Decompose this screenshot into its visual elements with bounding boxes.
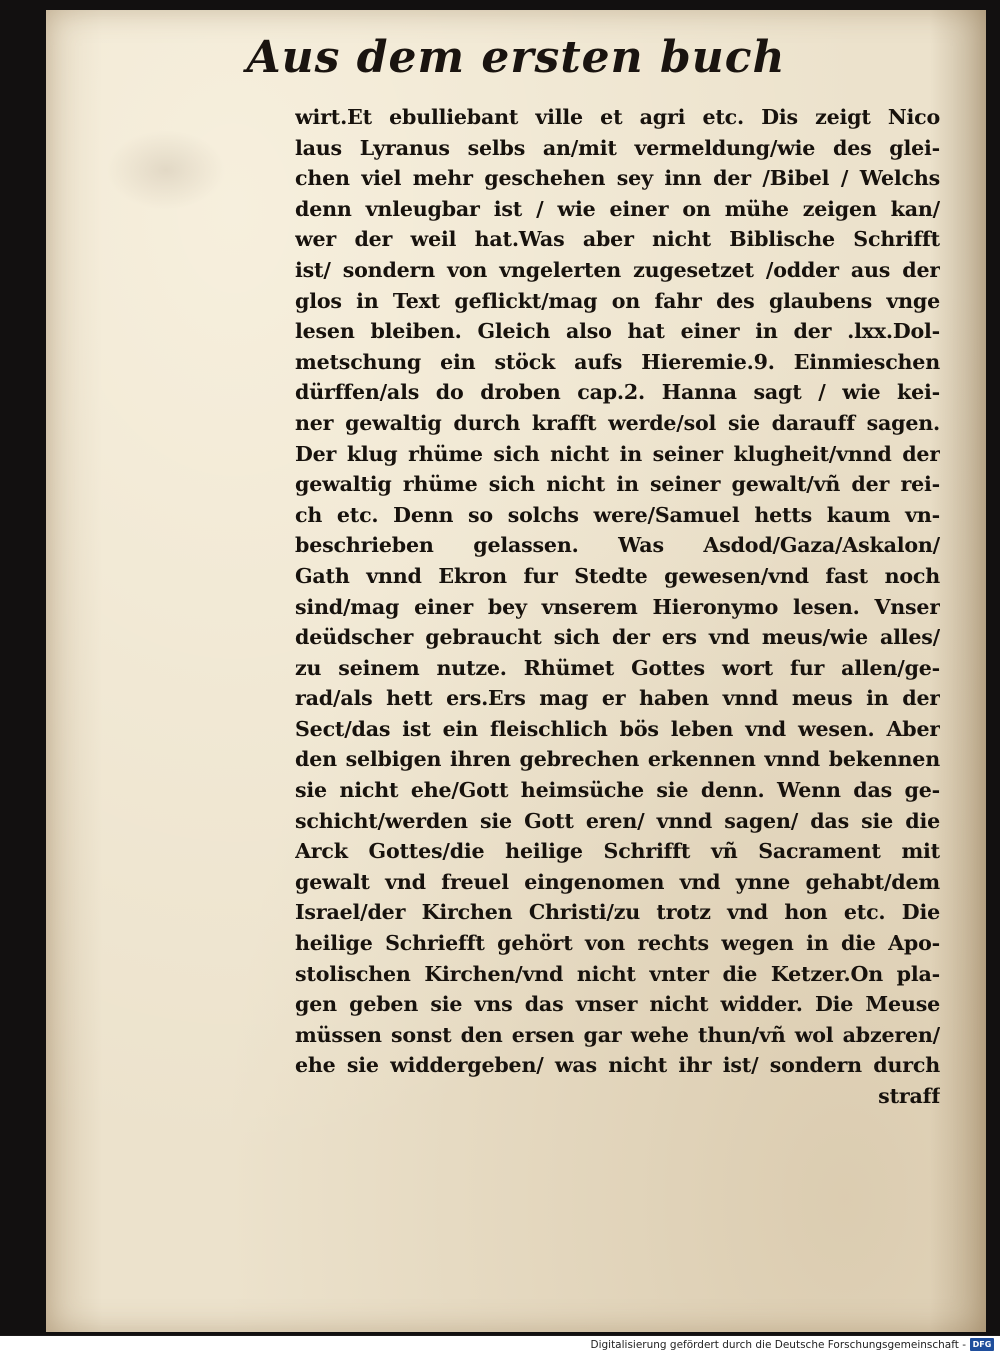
text-line: gewaltig rhüme sich nicht in seiner gewalt/vñ der rei- [295,472,940,497]
text-line: Der klug rhüme sich nicht in seiner klugheit/vnnd der [295,441,940,466]
text-line: denn vnleugbar ist / wie einer on mühe zeigen kan/ [295,196,940,221]
text-line: ch etc. Denn so solchs were/Samuel hetts kaum vn- [295,502,940,527]
text-line: Arck Gottes/die heilige Schrifft vñ Sacrament mit [295,839,940,864]
text-line: laus Lyranus selbs an/mit vermeldung/wie des glei- [295,135,940,160]
text-line: Israel/der Kirchen Christi/zu trotz vnd hon etc. Die [295,900,940,925]
text-line: chen viel mehr geschehen sey inn der /Bibel / Welchs [295,166,940,191]
text-line: schicht/werden sie Gott eren/ vnnd sagen/ das sie die [295,808,940,833]
text-line: gewalt vnd freuel eingenomen vnd ynne gehabt/dem [295,869,940,894]
text-line: sind/mag einer bey vnserem Hieronymo lesen. Vnser [295,594,940,619]
funding-credit: Digitalisierung gefördert durch die Deutsche Forschungsgemeinschaft - [590,1339,966,1351]
text-line: wer der weil hat.Was aber nicht Biblische Schrifft [295,227,940,252]
body-text [295,102,940,1112]
text-line: heilige Schriefft gehört von rechts wegen in die Apo- [295,931,940,956]
text-line: sie nicht ehe/Gott heimsüche sie denn. Wenn das ge- [295,778,940,803]
digitization-footer [0,1336,1000,1355]
ink-bleed-stain [106,130,226,210]
text-line: beschrieben gelassen. Was Asdod/Gaza/Askalon/ [295,533,940,558]
text-line: Sect/das ist ein fleischlich bös leben vnd wesen. Aber [295,716,940,741]
text-line: deüdscher gebraucht sich der ers vnd meus/wie alles/ [295,625,940,650]
dfg-logo: DFG [970,1338,994,1351]
running-head: Aus dem ersten buch [246,32,786,83]
text-line: wirt.Et ebulliebant ville et agri etc. Dis zeigt Nico [295,105,940,129]
text-line: den selbigen ihren gebrechen erkennen vnnd bekennen [295,747,940,772]
text-line: glos in Text geflickt/mag on fahr des glaubens vnge [295,288,940,313]
catchword: straff [878,1084,940,1108]
book-page [46,10,986,1332]
text-line: metschung ein stöck aufs Hieremie.9. Einmieschen [295,349,940,374]
text-line: rad/als hett ers.Ers mag er haben vnnd meus in der [295,686,940,711]
text-line: dürffen/als do droben cap.2. Hanna sagt / wie kei- [295,380,940,405]
text-line: ner gewaltig durch krafft werde/sol sie darauff sagen. [295,410,940,435]
text-line: gen geben sie vns das vnser nicht widder. Die Meuse [295,992,940,1017]
text-line: lesen bleiben. Gleich also hat einer in der .lxx.Dol- [295,319,940,344]
text-line: stolischen Kirchen/vnd nicht vnter die Ketzer.On pla- [295,961,940,986]
text-line: ehe sie widdergeben/ was nicht ihr ist/ sondern durch [295,1053,940,1078]
text-line: müssen sonst den ersen gar wehe thun/vñ wol abzeren/ [295,1022,940,1047]
text-line: ist/ sondern von vngelerten zugesetzet /odder aus der [295,257,940,282]
text-line: zu seinem nutze. Rhümet Gottes wort fur allen/ge- [295,655,940,680]
text-line: Gath vnnd Ekron fur Stedte gewesen/vnd fast noch [295,563,940,588]
